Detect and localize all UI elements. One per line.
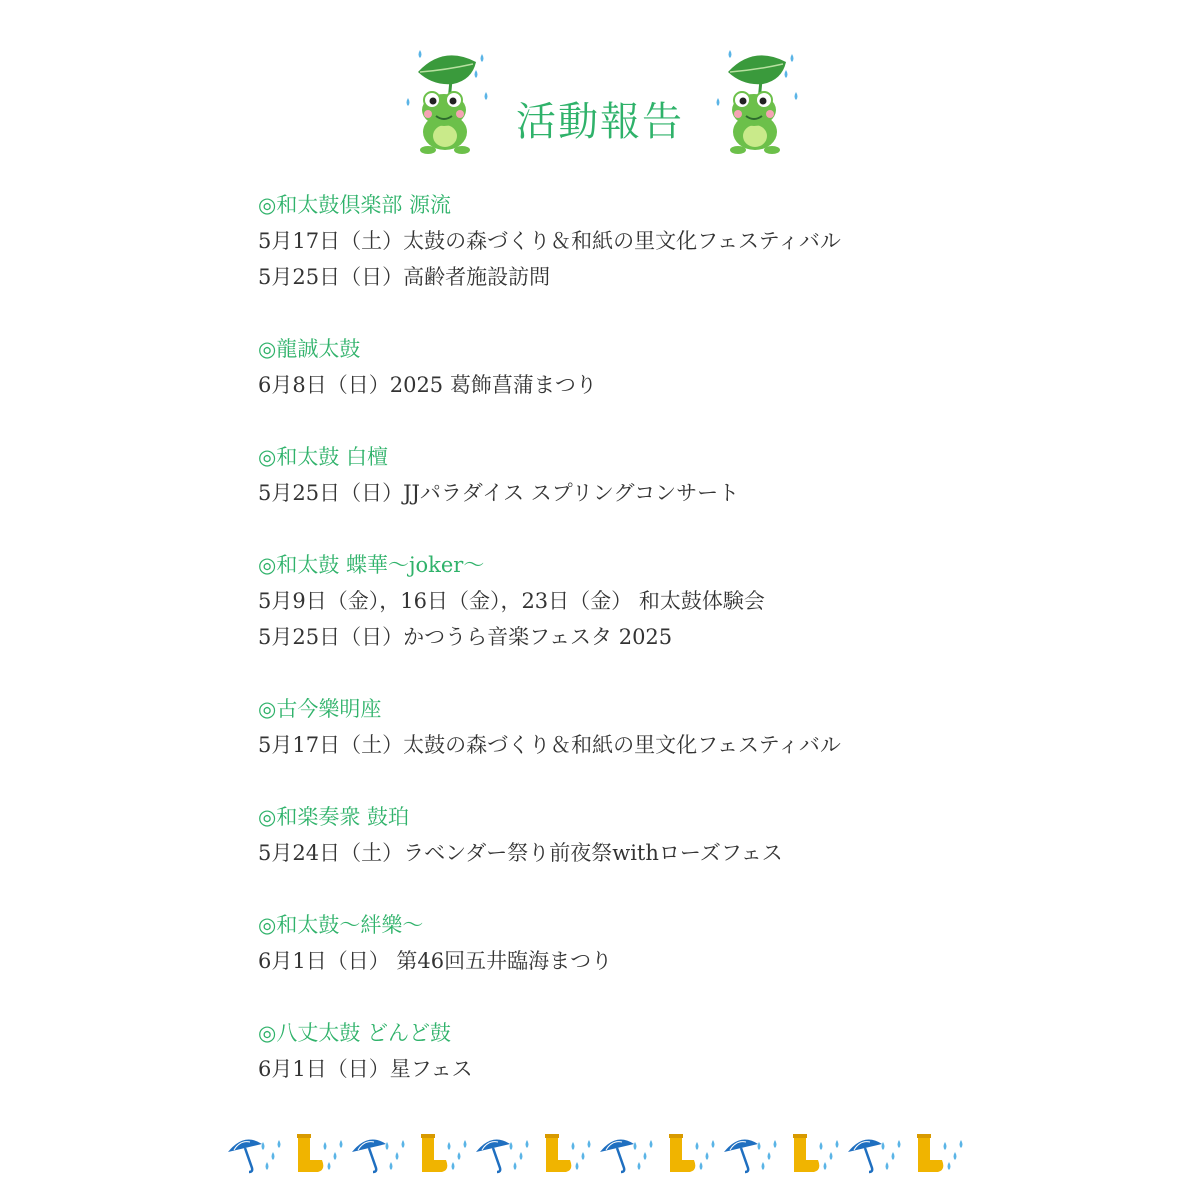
group — [258, 799, 1018, 871]
group-title: ◎和楽奏衆 鼓珀 — [258, 805, 409, 829]
umbrella-icon — [724, 1140, 758, 1173]
event-item: 5月24日（土）ラベンダー祭り前夜祭withローズフェス — [258, 841, 783, 865]
raindrops-icon — [758, 1140, 777, 1170]
rain-boot-icon — [421, 1134, 447, 1172]
event-item: 5月17日（土）太鼓の森づくり＆和紙の里文化フェスティバル — [258, 733, 841, 757]
raindrops-icon — [386, 1140, 405, 1170]
raindrops-icon — [634, 1140, 653, 1170]
event-item: 5月25日（日）かつうら音楽フェスタ 2025 — [258, 625, 673, 649]
group-title: ◎龍誠太鼓 — [258, 337, 361, 361]
group — [258, 1015, 1018, 1087]
raindrops-icon — [696, 1140, 715, 1170]
raindrops-icon — [510, 1140, 529, 1170]
group — [258, 331, 1018, 403]
rain-boot-icon — [545, 1134, 571, 1172]
group-title: ◎和太鼓 白檀 — [258, 445, 388, 469]
group-title: ◎八丈太鼓 どんど鼓 — [258, 1021, 451, 1045]
rain-boot-icon — [297, 1134, 323, 1172]
group-title: ◎和太鼓倶楽部 源流 — [258, 193, 451, 217]
rain-boot-icon — [793, 1134, 819, 1172]
activity-list — [258, 187, 1018, 1123]
raindrops-icon — [572, 1140, 591, 1170]
header — [0, 40, 1200, 160]
group — [258, 187, 1018, 295]
group — [258, 691, 1018, 763]
page-title: 活動報告 — [516, 99, 684, 145]
rain-boot-icon — [669, 1134, 695, 1172]
raindrops-icon — [324, 1140, 343, 1170]
rain-boot-icon — [917, 1134, 943, 1172]
group — [258, 439, 1018, 511]
event-item: 5月25日（日）高齢者施設訪問 — [258, 265, 551, 289]
raindrops-icon — [448, 1140, 467, 1170]
event-item: 6月1日（日） 第46回五井臨海まつり — [258, 949, 613, 973]
umbrella-icon — [476, 1140, 510, 1173]
rain-decoration-border — [226, 1128, 986, 1176]
event-item: 6月8日（日）2025 葛飾菖蒲まつり — [258, 373, 597, 397]
raindrops-icon — [820, 1140, 839, 1170]
raindrops-icon — [944, 1140, 963, 1170]
group — [258, 907, 1018, 979]
umbrella-icon — [228, 1140, 262, 1173]
group-title: ◎和太鼓 蝶華〜joker〜 — [258, 553, 485, 577]
event-item: 5月25日（日）JJパラダイス スプリングコンサート — [258, 481, 740, 505]
group-title: ◎和太鼓〜絆樂〜 — [258, 913, 424, 937]
umbrella-icon — [352, 1140, 386, 1173]
group-title: ◎古今樂明座 — [258, 697, 382, 721]
event-item: 6月1日（日）星フェス — [258, 1057, 473, 1081]
umbrella-icon — [600, 1140, 634, 1173]
frog-umbrella-icon — [708, 40, 803, 155]
event-item: 5月17日（土）太鼓の森づくり＆和紙の里文化フェスティバル — [258, 229, 841, 253]
raindrops-icon — [262, 1140, 281, 1170]
event-item: 5月9日（金），16日（金），23日（金） 和太鼓体験会 — [258, 589, 765, 613]
group — [258, 547, 1018, 655]
umbrella-icon — [848, 1140, 882, 1173]
raindrops-icon — [882, 1140, 901, 1170]
